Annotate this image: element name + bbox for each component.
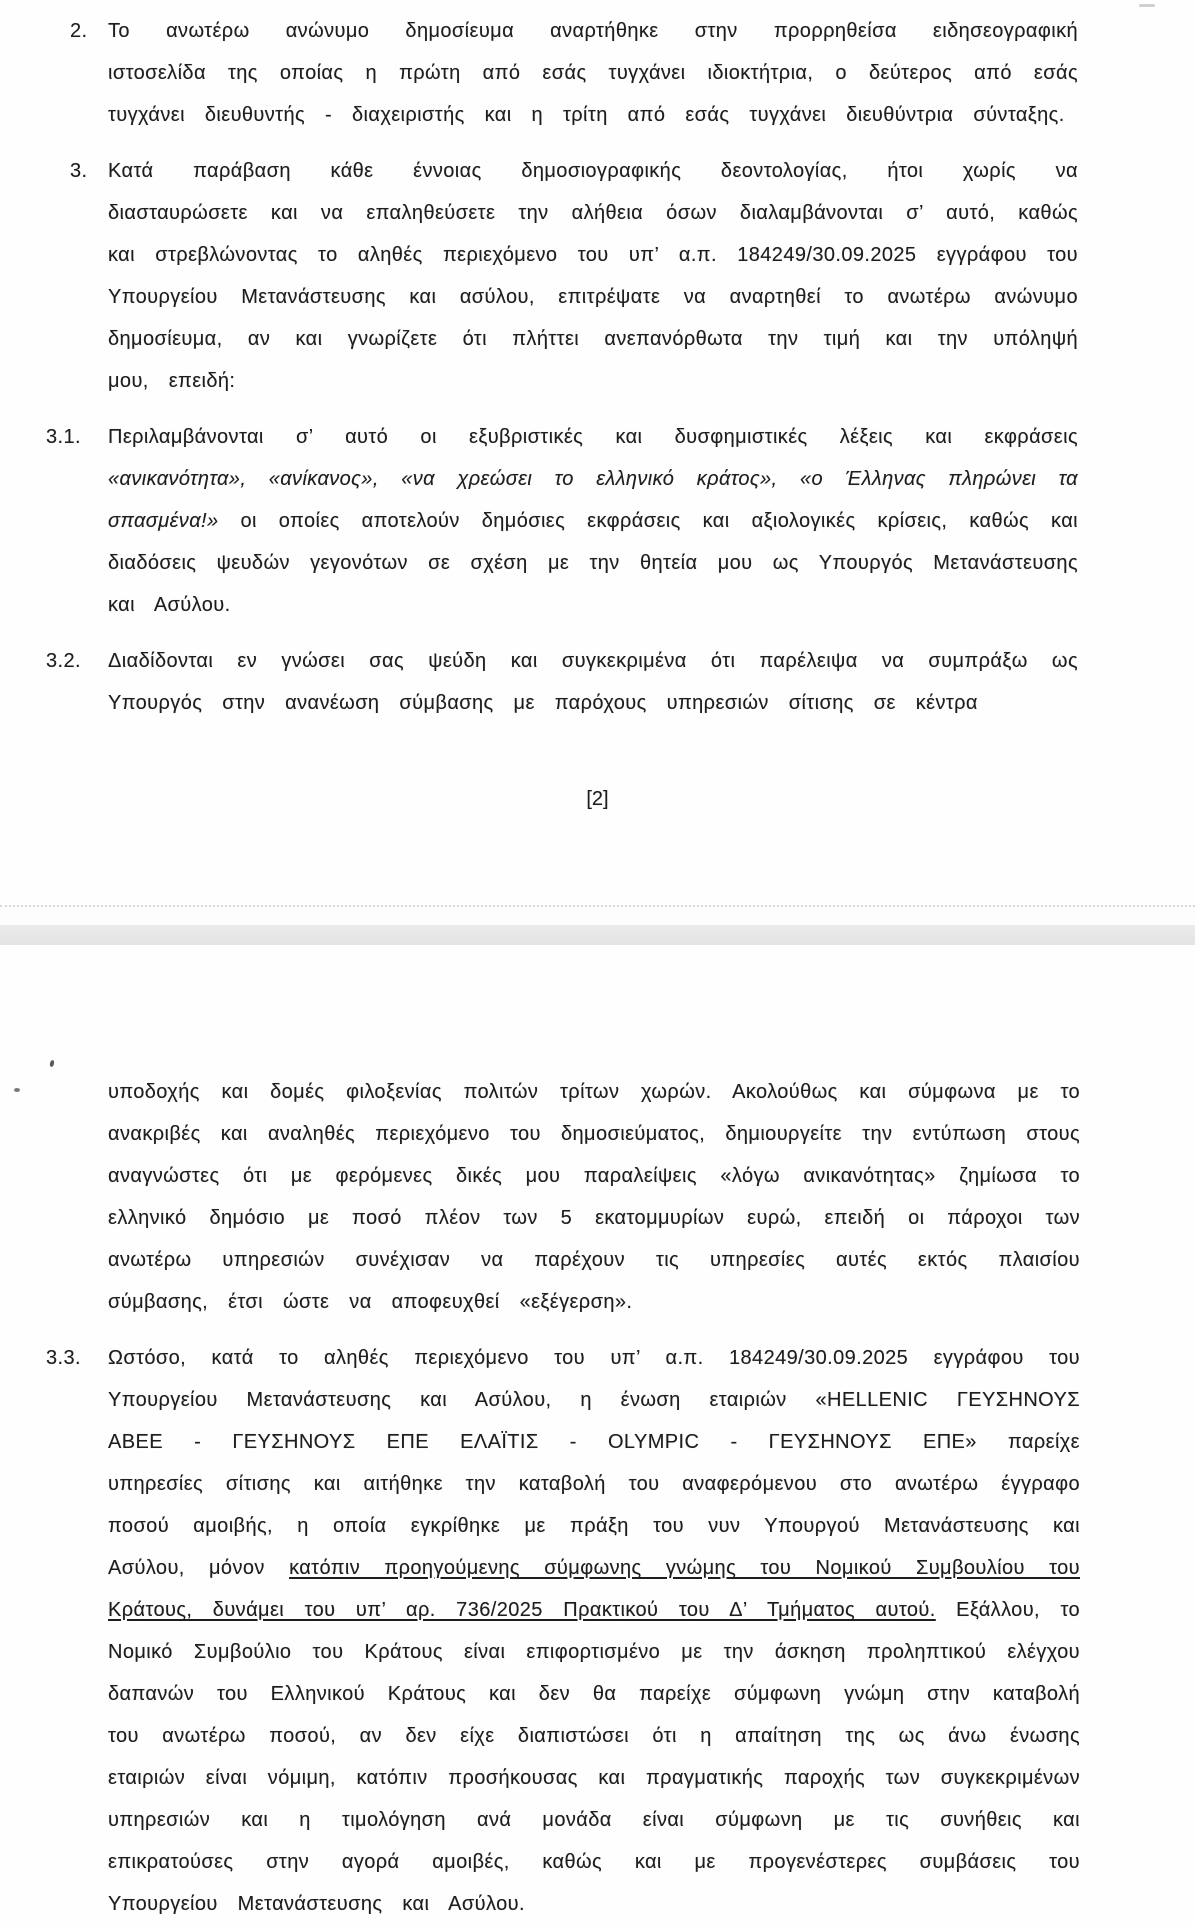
page-1 <box>0 0 1195 905</box>
list-item-2 <box>46 10 1078 136</box>
scan-smudge <box>1139 4 1155 7</box>
tear-line <box>0 905 1195 907</box>
scan-speck <box>49 1060 55 1068</box>
item-number: 3.1. <box>46 426 81 448</box>
scan-band <box>0 925 1195 945</box>
item-text: Ωστόσο, κατά το αληθές περιεχόμενο του υπ’ α.π. 184249/30.09.2025 εγγράφου του Υπουργείου Μετανάστευσης και Ασύλου, η ένωση εταιριών «HELLENIC ΓΕΥΣΗΝΟΥΣ ΑΒΕΕ - ΓΕΥΣΗΝΟΥΣ ΕΠΕ ΕΛΑΪΤΙΣ - OLYMPIC - ΓΕΥΣΗΝΟΥΣ ΕΠΕ» παρείχε υπηρεσίες σίτισης και αιτήθηκε την καταβολή του αναφερόμενου στο ανωτέρω έγγραφο ποσού αμοιβής, η οποία εγκρίθηκε με πράξη του νυν Υπουργού Μετανάστευσης και Ασύλου, μόνον κατόπιν προηγούμενης σύμφωνης γνώμης του Νομικού Συμβουλίου του Κράτους, δυνάμει του υπ’ αρ. 736/2025 Πρακτικού του Δ’ Τμήματος αυτού. Εξάλλου, το Νομικό Συμβούλιο του Κράτους είναι επιφορτισμένο με την άσκηση προληπτικού ελέγχου δαπανών του Ελληνικού Κράτους και δεν θα παρείχε σύμφωνη γνώμη στην καταβολή του ανωτέρω ποσού, αν δεν είχε διαπιστώσει ότι η απαίτηση της ως άνω ένωσης εταιριών είναι νόμιμη, κατόπιν προσήκουσας και πραγματικής παροχής των συγκεκριμένων υπηρεσιών και η τιμολόγηση ανά μονάδα είναι σύμφωνη με τις συνήθεις και επικρατούσες στην αγορά αμοιβές, καθώς και με προγενέστερες συμβάσεις του Υπουργείου Μετανάστευσης και Ασύλου. <box>108 1347 1081 1915</box>
list-item-3-2 <box>46 640 1078 724</box>
page-number: [2] <box>586 788 609 810</box>
item-text: Το ανωτέρω ανώνυμο δημοσίευμα αναρτήθηκε στην προρρηθείσα ειδησεογραφική ιστοσελίδα της οποίας η πρώτη από εσάς τυγχάνει ιδιοκτήτρια, ο δεύτερος από εσάς τυγχάνει διευθυντής - διαχειριστής και η τρίτη από εσάς τυγχάνει διευθύντρια σύνταξης. <box>108 20 1078 126</box>
item-number: 3. <box>70 160 88 182</box>
item-text: Διαδίδονται εν γνώσει σας ψεύδη και συγκεκριμένα ότι παρέλειψα να συμπράξω ως Υπουργός στην ανανέωση σύμβασης με παρόχους υπηρεσιών σίτισης σε κέντρα <box>108 650 1078 714</box>
item-text: Κατά παράβαση κάθε έννοιας δημοσιογραφικής δεοντολογίας, ήτοι χωρίς να διασταυρώσετε και να επαληθεύσετε την αλήθεια όσων διαλαμβάνονται σ’ αυτό, καθώς και στρεβλώνοντας το αληθές περιεχόμενο του υπ’ α.π. 184249/30.09.2025 εγγράφου του Υπουργείου Μετανάστευσης και ασύλου, επιτρέψατε να αναρτηθεί το ανωτέρω ανώνυμο δημοσίευμα, αν και γνωρίζετε ότι πλήττει ανεπανόρθωτα την τιμή και την υπόληψή μου, επειδή: <box>108 160 1078 392</box>
page-break <box>0 905 1195 945</box>
item-number: 3.2. <box>46 650 81 672</box>
scan-speck <box>14 1088 20 1092</box>
continuation-paragraph: υποδοχής και δομές φιλοξενίας πολιτών τρίτων χωρών. Ακολούθως και σύμφωνα με το ανακριβές και αναληθές περιεχόμενο του δημοσιεύματος, δημιουργείτε την εντύπωση στους αναγνώστες ότι με φερόμενες δικές μου παραλείψεις «λόγω ανικανότητας» ζημίωσα το ελληνικό δημόσιο με ποσό πλέον των 5 εκατομμυρίων ευρώ, επειδή οι πάροχοι των ανωτέρω υπηρεσιών συνέχισαν να παρέχουν τις υπηρεσίες αυτές εκτός πλαισίου σύμβασης, έτσι ώστε να αποφευχθεί «εξέγερση». <box>108 1081 1080 1313</box>
list-item-3 <box>46 150 1078 402</box>
page-2 <box>0 945 1195 1925</box>
list-item-3-3 <box>46 1337 1080 1925</box>
item-text: Περιλαμβάνονται σ’ αυτό οι εξυβριστικές και δυσφημιστικές λέξεις και εκφράσεις «ανικανότητα», «ανίκανος», «να χρεώσει το ελληνικό κράτος», «ο Έλληνας πληρώνει τα σπασμένα!» οι οποίες αποτελούν δημόσιες εκφράσεις και αξιολογικές κρίσεις, καθώς και διαδόσεις ψευδών γεγονότων σε σχέση με την θητεία μου ως Υπουργός Μετανάστευσης και Ασύλου. <box>108 426 1078 616</box>
item-number: 3.3. <box>46 1347 81 1369</box>
list-item-3-1 <box>46 416 1078 626</box>
item-number: 2. <box>70 20 88 42</box>
